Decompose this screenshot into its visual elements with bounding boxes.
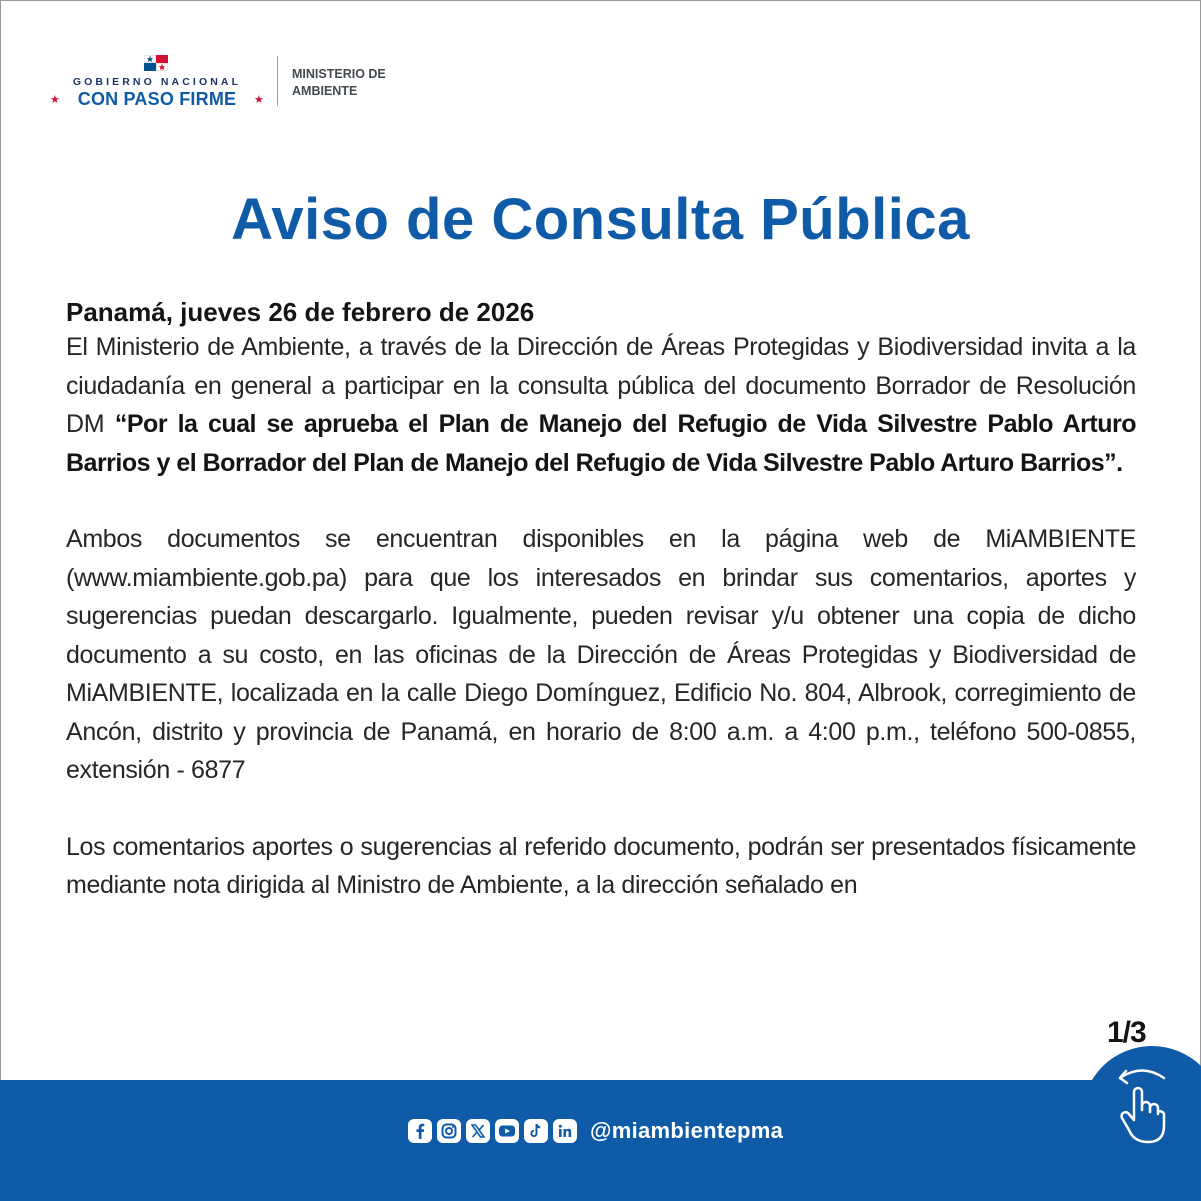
youtube-icon[interactable] (495, 1119, 519, 1143)
x-icon[interactable] (466, 1119, 490, 1143)
tiktok-icon[interactable] (524, 1119, 548, 1143)
paragraph-1-bold: “Por la cual se aprueba el Plan de Manejo del Refugio de Vida Silvestre Pablo Arturo Barrios y el Borrador del Plan de Manejo del Refugio de Vida Silvestre Pablo Arturo Barrios”. (66, 410, 1136, 477)
ministry-name: MINISTERIO DE AMBIENTE (292, 67, 386, 98)
page-number: 1/3 (1107, 1016, 1146, 1049)
linkedin-icon[interactable] (553, 1119, 577, 1143)
swipe-hand-icon (1112, 1058, 1172, 1148)
panama-flag-icon (144, 55, 168, 71)
paragraph-3: Los comentarios aportes o sugerencias al referido documento, podrán ser presentados físicamente mediante nota dirigida al Ministro de Ambiente, a la dirección señalado en (66, 832, 1136, 899)
social-handle[interactable]: @miambientepma (590, 1118, 784, 1143)
facebook-icon[interactable] (408, 1119, 432, 1143)
government-logo (48, 52, 408, 116)
star-icon: ★ (254, 94, 264, 106)
instagram-icon[interactable] (437, 1119, 461, 1143)
gov-line1: GOBIERNO NACIONAL (72, 76, 242, 88)
page-title: Aviso de Consulta Pública (231, 187, 970, 252)
notice-date: Panamá, jueves 26 de febrero de 2026 (66, 297, 535, 327)
paragraph-2: Ambos documentos se encuentran disponibles en la página web de MiAMBIENTE (www.miambiente.gob.pa) para que los interesados en brindar sus comentarios, aportes y sugerencias puedan descargarlo. Igualmente, pueden revisar y/u obtener una copia de dicho documento a su costo, en las oficinas de la Dirección de Áreas Protegidas y Biodiversidad de MiAMBIENTE, localizada en la calle Diego Domínguez, Edificio No. 804, Albrook, corregimiento de Ancón, distrito y provincia de Panamá, en horario de 8:00 a.m. a 4:00 p.m., teléfono 500-0855, extensión - 6877 (66, 525, 1136, 784)
paragraph-1 (66, 328, 1136, 482)
gov-line2: CON PASO FIRME (77, 89, 237, 109)
paragraph-1-text: El Ministerio de Ambiente, a través de la Dirección de Áreas Protegidas y Biodiversidad invita a la ciudadanía en general a participar en la consulta pública del documento Borrador de Resolución DM (66, 333, 1136, 438)
social-links (408, 1118, 783, 1144)
star-icon: ★ (50, 94, 60, 106)
logo-divider (277, 56, 278, 106)
notice-body (66, 296, 1136, 905)
